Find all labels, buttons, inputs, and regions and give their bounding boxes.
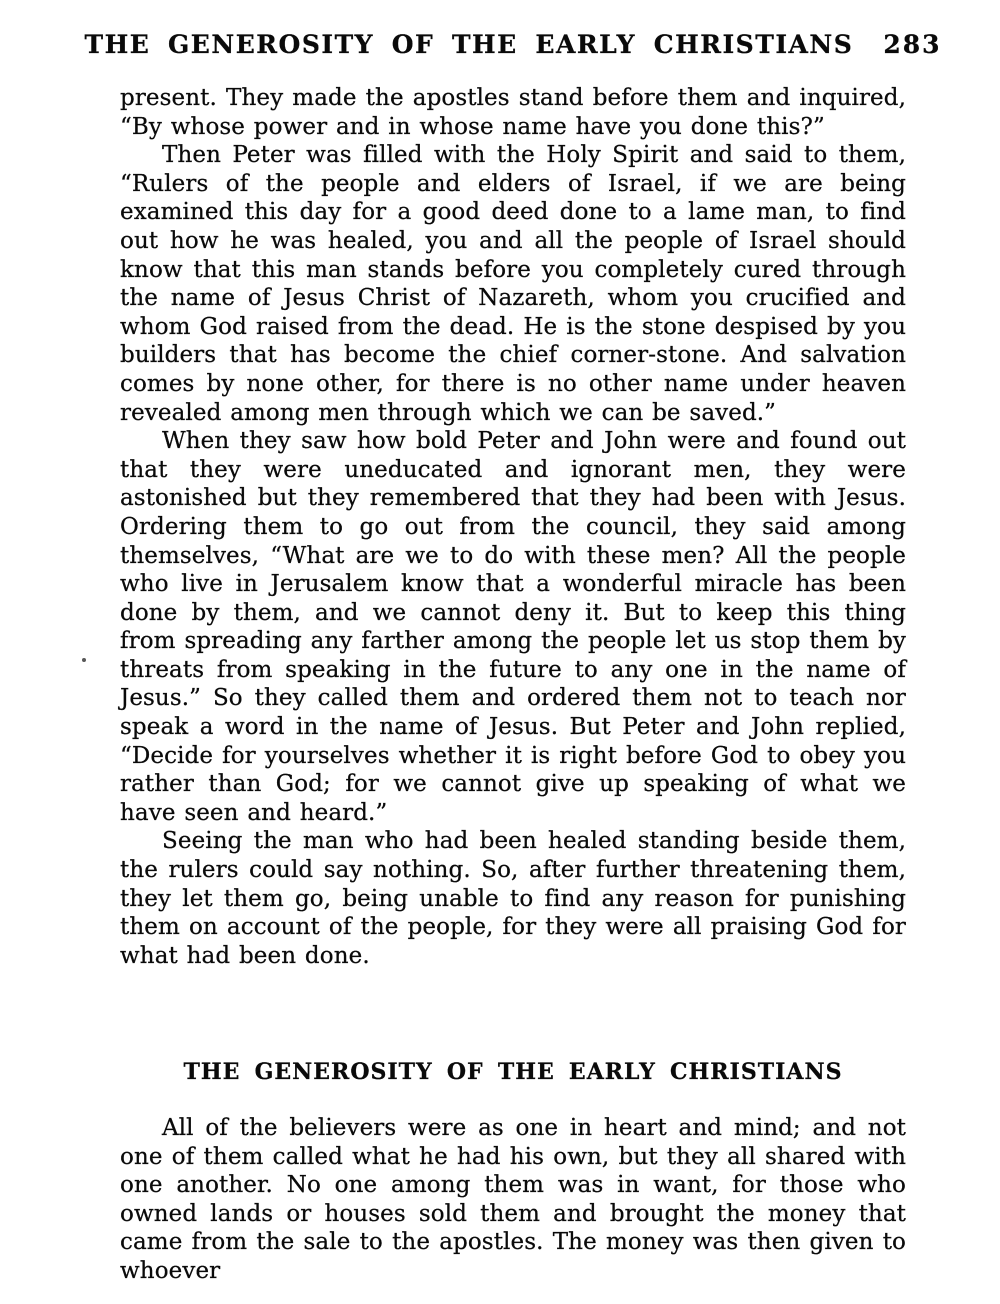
- body-paragraph: Seeing the man who had been healed standing beside them, the rulers could say nothing. So, after further threatening them, they let them go, being unable to find any reason for punishing them on account of the people, for they were all praising God for what had been done.: [120, 828, 906, 969]
- body-paragraph: Then Peter was filled with the Holy Spirit and said to them, “Rulers of the people and elders of Israel, if we are being examined this day for a good deed done to a lame man, to find out how he was healed, you and all the people of Israel should know that this man stands before you completely cured through the name of Jesus Christ of Nazareth, whom you crucified and whom God raised from the dead. He is the stone despised by you builders that has become the chief corner-stone. And salvation comes by none other, for there is no other name under heaven revealed among men through which we can be saved.”: [120, 142, 906, 426]
- body-paragraph: All of the believers were as one in heart and mind; and not one of them called what he had his own, but they all shared with one another. No one among them was in want, for those who owned lands or houses sold them and brought the money that came from the sale to the apostles. The money was then given to whoever: [120, 1115, 906, 1284]
- scan-speck: [82, 658, 86, 662]
- page-number: 283: [883, 30, 942, 59]
- running-head: [84, 30, 942, 59]
- body-paragraph: When they saw how bold Peter and John were and found out that they were uneducated and ignorant men, they were astonished but they remembered that they had been with Jesus. Ordering them to go out from the council, they said among themselves, “What are we to do with these men? All the people who live in Jerusalem know that a wonderful miracle has been done by them, and we cannot deny it. But to keep this thing from spreading any farther among the people let us stop them by threats from speaking in the future to any one in the name of Jesus.” So they called them and ordered them not to teach nor speak a word in the name of Jesus. But Peter and John replied, “Decide for yourselves whether it is right before God to obey you rather than God; for we cannot give up speaking of what we have seen and heard.”: [120, 428, 906, 826]
- section-heading: THE GENEROSITY OF THE EARLY CHRISTIANS: [183, 1059, 843, 1086]
- body-paragraph: present. They made the apostles stand before them and inquired, “By whose power and in whose name have you done this?”: [120, 85, 906, 140]
- text-column: [84, 30, 942, 1286]
- running-head-title: THE GENEROSITY OF THE EARLY CHRISTIANS: [84, 30, 854, 59]
- body-text: [120, 84, 906, 1286]
